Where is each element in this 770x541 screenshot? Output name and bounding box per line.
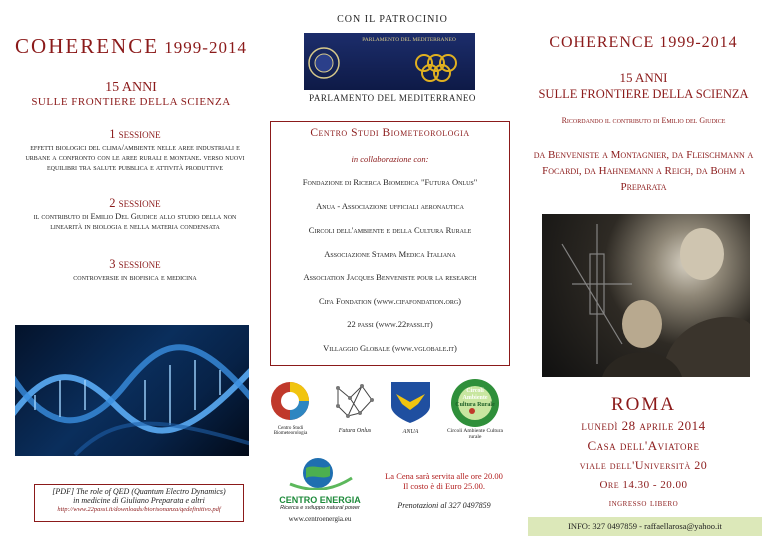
left-subtitle: SULLE FRONTIERE DELLA SCIENZA [31,96,231,108]
anua-shield-icon [388,380,433,424]
csb-logo-icon [263,381,318,421]
dinner-info [374,471,514,491]
parliament-logo [304,33,475,90]
info-bar[interactable]: INFO: 327 0497859 - raffaellarosa@yahoo.it [528,517,762,536]
centro-energia-url[interactable]: www.centroenergia.eu [288,515,352,523]
right-years: 15 ANNI [619,70,668,85]
partner-item: Cifa Fondation (www.cifafondation.org) [319,296,461,306]
partner-item: Villaggio Globale (www.vglobale.it) [323,343,457,353]
session-3 [20,257,250,282]
circoli-badge-line: Circoli [466,388,484,394]
circoli-logo [445,378,505,442]
patronage-label: CON IL PATROCINIO [337,14,448,25]
session-2 [20,196,250,231]
partner-item: Fondazione di Ricerca Biomedica "Futura Onlus" [302,177,478,187]
dinner-cost: Il costo è di Euro 25.00. [403,481,485,491]
left-title-main: COHERENCE [15,34,160,58]
centro-energia-tagline: Ricerca e sviluppo natural power [280,505,360,511]
futura-logo-label: Futura Onlus [338,428,372,434]
right-title: COHERENCE 1999-2014 [549,34,738,51]
pdf-title: [PDF] The role of QED (Quantum Electro Dynamics) [52,487,226,496]
session-1-text: effetti biologici del clima/ambiente nelle aree industriali e urbane a confronto con le aree rurali e montane. verso nuovi equilibri tra salute pubblica e attività produttive [25,142,245,172]
anua-logo-label: ANUA [402,429,419,435]
csb-collaboration: in collaborazione con: [351,154,429,164]
csb-title: Centro Studi Biometeorologia [310,127,470,139]
partner-item: Associazione Stampa Medica Italiana [324,249,456,259]
session-1 [20,127,250,172]
parliament-name: PARLAMENTO DEL MEDITERRANEO [309,93,476,103]
centro-energia-logo [270,456,370,514]
csb-partners-box [270,121,510,366]
anua-logo [388,380,433,438]
partner-item: Anua - Associazione ufficiali aeronautica [316,201,464,211]
parliament-logo-text: PARLAMENTO DEL MEDITERRANEO [362,37,456,43]
circoli-badge-line: Cultura Rurale [455,402,495,408]
session-3-heading: 3 sessione [109,257,161,271]
molecule-icon [330,378,380,423]
left-years: 15 ANNI [105,80,157,95]
session-1-heading: 1 sessione [109,127,161,141]
csb-logo-label: Centro Studi Biometeorologia [273,426,308,436]
event-entry: ingresso libero [608,498,679,509]
lab-photo-icon [542,214,750,377]
dinner-time: La Cena sarà servita alle ore 20.00 [385,471,503,481]
left-title-years: 1999-2014 [164,38,247,57]
futura-logo [330,378,380,438]
right-recalling: Ricordando il contributo di Emilio del Giudice [561,116,726,125]
pdf-authors: in medicine di Giuliano Preparata e altri [73,496,205,505]
session-2-text: il contributo di Emilio Del Giudice allo studio della non linearità in biologia e nella materia condensata [33,211,237,231]
circoli-logo-label: Circoli Ambiente Cultura rurale [447,428,503,440]
dna-helix-icon [15,325,249,456]
circoli-badge [450,378,500,428]
right-subtitle: SULLE FRONTIERE DELLA SCIENZA [538,87,749,101]
event-street: viale dell'Università 20 [579,458,708,472]
event-venue: Casa dell'Aviatore [587,438,700,453]
csb-logo [263,381,318,436]
circoli-badge-line: Ambiente [462,395,488,401]
scientists-photo [542,214,750,377]
circoli-badge-text [450,388,500,409]
city: ROMA [610,394,676,415]
event-date: lunedì 28 aprile 2014 [581,418,706,433]
booking-phone: Prenotazioni al 327 0497859 [397,501,491,510]
partner-item: 22 passi (www.22passi.it) [347,319,433,329]
partner-item: Circoli dell'ambiente e della Cultura Rurale [308,225,472,235]
globe-icon [270,456,370,490]
centro-energia-name: CENTRO ENERGIA [279,495,361,505]
pdf-reference-box [34,484,244,522]
right-scientists-text: da Benveniste a Montagnier, da Fleischmann a Focardi, da Hahnemann a Reich, da Bohm a Preparata [533,149,754,193]
left-title [0,34,262,59]
partner-item: Association Jacques Benveniste pour la research [303,272,477,282]
dna-image [15,325,249,456]
event-time: Ore 14.30 - 20.00 [599,479,688,491]
session-2-heading: 2 sessione [109,196,161,210]
session-3-text: controversie in biofisica e medicina [73,272,197,282]
pdf-link[interactable]: http://www.22passi.it/downloads/biorisonanza/qedefinitivo.pdf [57,506,221,513]
